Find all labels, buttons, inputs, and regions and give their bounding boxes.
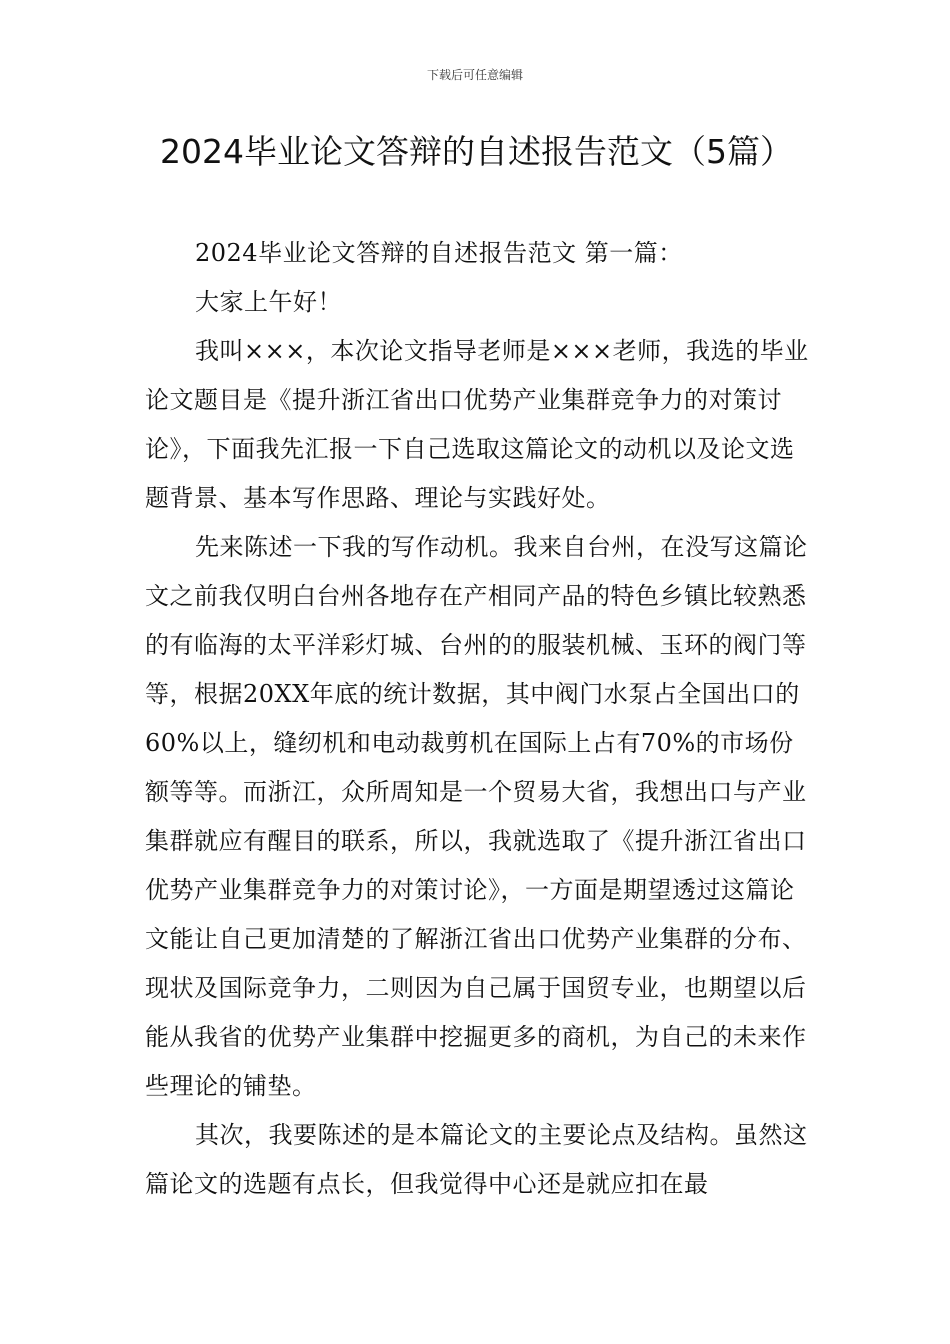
greeting-paragraph: 大家上午好！ xyxy=(195,288,342,316)
section-heading: 2024毕业论文答辩的自述报告范文 第一篇： xyxy=(195,239,683,267)
document-body xyxy=(145,229,815,1209)
header-note: 下载后可任意编辑 xyxy=(426,68,523,82)
body-paragraph: 先来陈述一下我的写作动机。我来自台州，在没写这篇论文之前我仅明白台州各地存在产相同产品的特色乡镇比较熟悉的有临海的太平洋彩灯城、台州的的服装机械、玉环的阀门等等，根据20XX年底的统计数据，其中阀门水泵占全国出口的60%以上，缝纫机和电动裁剪机在国际上占有70%的市场份额等等。而浙江，众所周知是一个贸易大省，我想出口与产业集群就应有醒目的联系，所以，我就选取了《提升浙江省出口优势产业集群竞争力的对策讨论》，一方面是期望透过这篇论文能让自己更加清楚的了解浙江省出口优势产业集群的分布、现状及国际竞争力，二则因为自己属于国贸专业，也期望以后能从我省的优势产业集群中挖掘更多的商机，为自己的未来作些理论的铺垫。 xyxy=(145,533,808,1100)
document-title: 2024毕业论文答辩的自述报告范文（5篇） xyxy=(160,132,793,171)
body-paragraph: 其次，我要陈述的是本篇论文的主要论点及结构。虽然这篇论文的选题有点长，但我觉得中心还是就应扣在最 xyxy=(145,1121,808,1198)
body-paragraph: 我叫×××，本次论文指导老师是×××老师，我选的毕业论文题目是《提升浙江省出口优势产业集群竞争力的对策讨论》，下面我先汇报一下自己选取这篇论文的动机以及论文选题背景、基本写作思路、理论与实践好处。 xyxy=(145,337,809,512)
